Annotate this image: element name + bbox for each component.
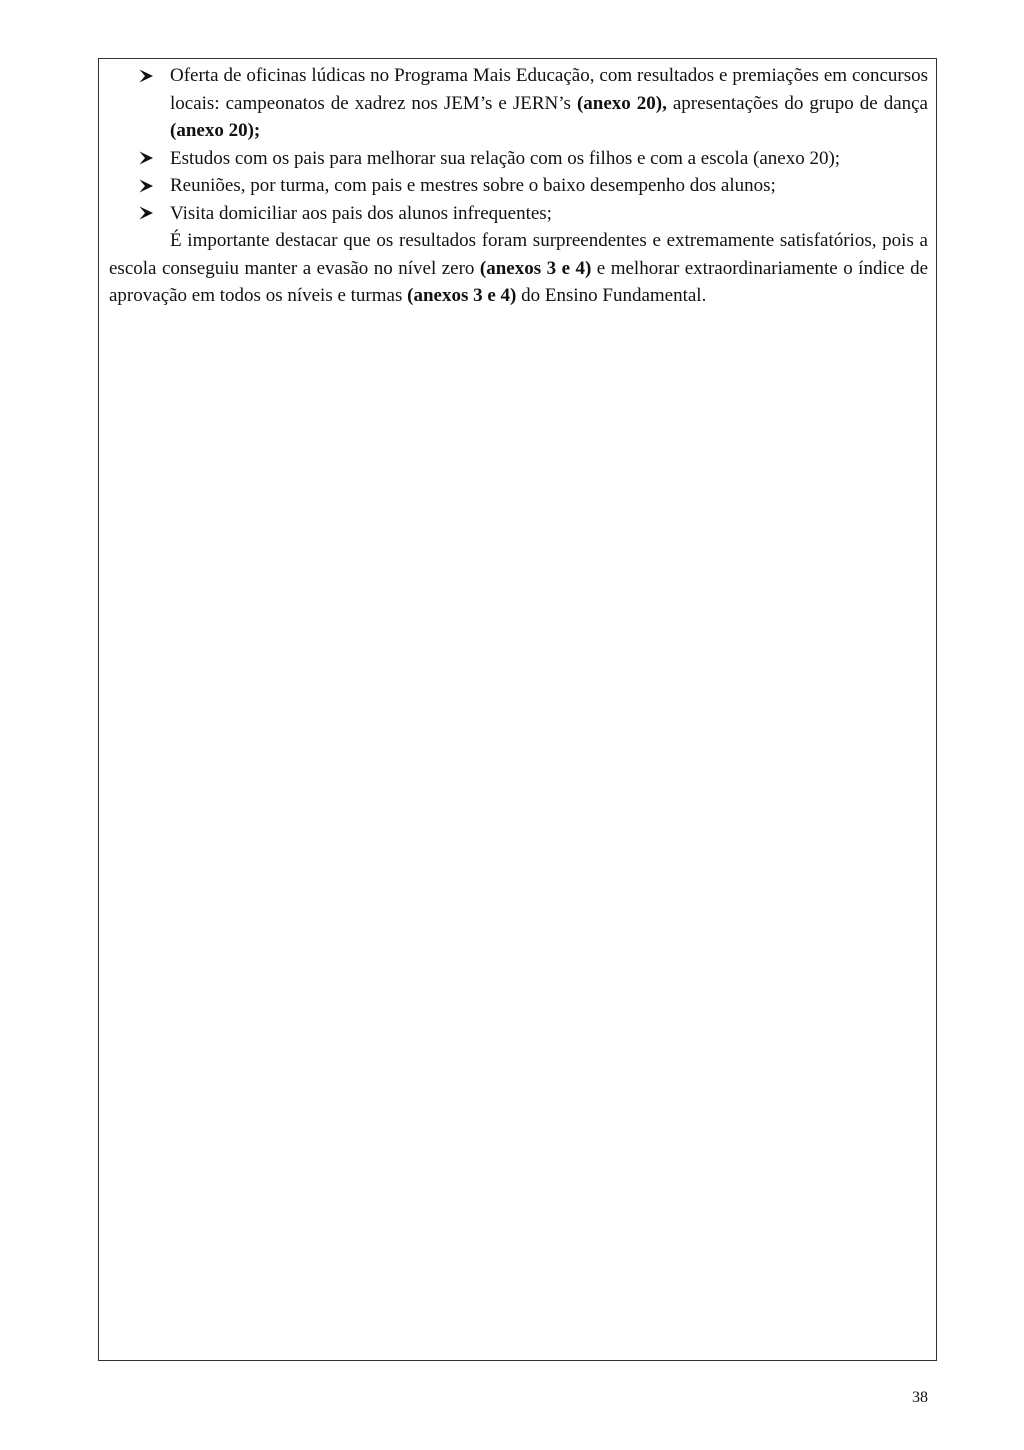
action-list bbox=[109, 62, 928, 227]
annex-reference: (anexo 20); bbox=[170, 120, 261, 141]
list-item-text: Oferta de oficinas lúdicas no Programa Mais Educação, com resultados e premiações em concursos locais: campeonatos de xadrez nos JEM’s e JERN’s bbox=[170, 65, 928, 114]
page-number: 38 bbox=[912, 1389, 928, 1406]
list-item-text: Reuniões, por turma, com pais e mestres sobre o baixo desempenho dos alunos; bbox=[170, 175, 776, 196]
list-item-text: Visita domiciliar aos pais dos alunos infrequentes; bbox=[170, 202, 552, 224]
conclusion-annex-ref-1: (anexos 3 e 4) bbox=[479, 257, 592, 279]
arrowhead-bullet-icon bbox=[139, 172, 159, 199]
conclusion-text-1: É importante destacar que os resultados foram surpreendentes e extremamente satisfatórios, pois a escola conseguiu manter a evasão no nível zero bbox=[109, 230, 928, 279]
conclusion-text-3: do Ensino Fundamental. bbox=[516, 285, 707, 306]
document-body bbox=[109, 62, 928, 310]
list-item bbox=[109, 172, 928, 200]
list-item bbox=[109, 62, 928, 145]
document-frame bbox=[98, 58, 937, 1361]
arrowhead-bullet-icon bbox=[139, 200, 159, 227]
conclusion-annex-ref-2: (anexos 3 e 4) bbox=[407, 285, 517, 306]
list-item bbox=[109, 145, 928, 173]
list-item-text: Estudos com os pais para melhorar sua relação com os filhos e com a escola (anexo 20); bbox=[170, 147, 841, 169]
annex-reference: (anexo 20), bbox=[576, 92, 667, 114]
list-item bbox=[109, 200, 928, 228]
arrowhead-bullet-icon bbox=[139, 62, 159, 89]
conclusion-paragraph bbox=[109, 227, 928, 310]
conclusion-text-2: e melhorar extraordinariamente o índice de aprovação em todos os níveis e turmas bbox=[109, 257, 929, 306]
list-item-text: apresentações do grupo de dança bbox=[666, 92, 928, 114]
arrowhead-bullet-icon bbox=[139, 145, 159, 172]
